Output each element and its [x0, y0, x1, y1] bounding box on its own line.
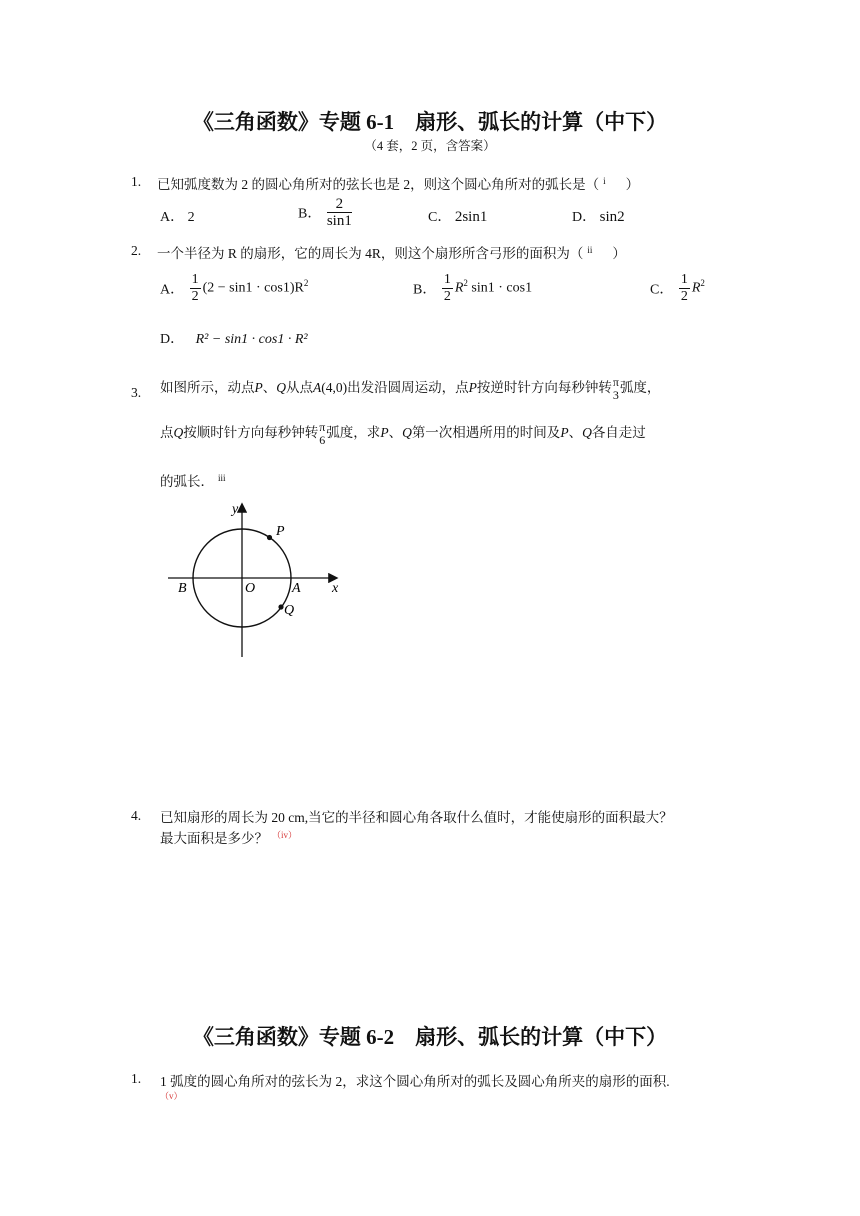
option-c: C． 2sin1 [428, 209, 488, 225]
question-text: 已知弧度数为 2 的圆心角所对的弦长也是 2，则这个圆心角所对的弧长是（ $^i$ ） [157, 175, 640, 192]
circle-figure [160, 495, 360, 660]
question-number: 3. [131, 385, 142, 400]
question-text-line-3: 的弧长． $^{iii}$ [160, 472, 226, 489]
x-axis-label: x [332, 581, 339, 596]
label-o: O [245, 581, 256, 596]
label-b: B [178, 581, 187, 596]
option-a: A． 2 [160, 210, 195, 225]
fraction-numerator: 2 [327, 196, 352, 213]
label-a: A [292, 581, 301, 596]
footnote-marker: i [603, 175, 606, 186]
question-number: 4. [131, 808, 142, 823]
option-d: D． sin2 [572, 209, 625, 225]
question-text-line-2: 点Q按顺时针方向每秒钟转 π 6 弧度，求P、Q第一次相遇所用的时间及P、Q各自走过 [160, 420, 646, 447]
question-text-line-2: 最大面积是多少？ $^{(iv)}$ [160, 829, 298, 846]
footnote-marker: （iv） [272, 829, 298, 840]
footnote-marker: ii [587, 244, 593, 255]
fraction-denominator: sin1 [326, 213, 352, 229]
option-b: B． $\frac{1}{2}$ $R^2$ sin1 · cos1 [413, 272, 533, 304]
question-text-line-1: 如图所示，动点P、Q从点A(4,0)出发沿圆周运动，点P按逆时针方向每秒钟转 π 3 弧度， [160, 375, 661, 402]
point-q [278, 604, 283, 609]
label-q: Q [284, 603, 295, 618]
label-p: P [276, 524, 285, 539]
question-text: 1 弧度的圆心角所对的弦长为 2，求这个圆心角所对的弧长及圆心角所夹的扇形的面积. [160, 1074, 670, 1089]
question-number: 2. [131, 243, 142, 258]
option-a: A． $\frac{1}{2}$ $(2 - \sin 1 \cdot \cos 1)R^2$ [160, 272, 309, 304]
footnote-marker: （v） [160, 1091, 183, 1101]
y-axis-label: y [232, 502, 239, 517]
page-title: 《三角函数》专题 6-1 扇形、弧长的计算（中下） [192, 110, 668, 134]
question-number: 1. [131, 174, 142, 189]
option-d: D． R² − sin1 · cos1 · R² [160, 332, 308, 347]
page-subtitle: （4 套，2 页，含答案） [364, 139, 496, 153]
option-c: C． $\frac{1}{2}$ $R^2$ [650, 272, 705, 304]
question-number: 1. [131, 1071, 142, 1086]
section-title: 《三角函数》专题 6-2 扇形、弧长的计算（中下） [192, 1025, 668, 1049]
option-b: B． $\frac{2}{\sin 1}$ [298, 196, 352, 229]
question-text: 一个半径为 R 的扇形，它的周长为 4R，则这个扇形所含弓形的面积为（ $^{ii}$ ） [157, 244, 626, 261]
point-p [267, 535, 272, 540]
question-text-line-1: 已知扇形的周长为 20 cm,当它的半径和圆心角各取什么值时，才能使扇形的面积最大？ [160, 810, 673, 825]
footnote-marker: iii [218, 472, 226, 483]
